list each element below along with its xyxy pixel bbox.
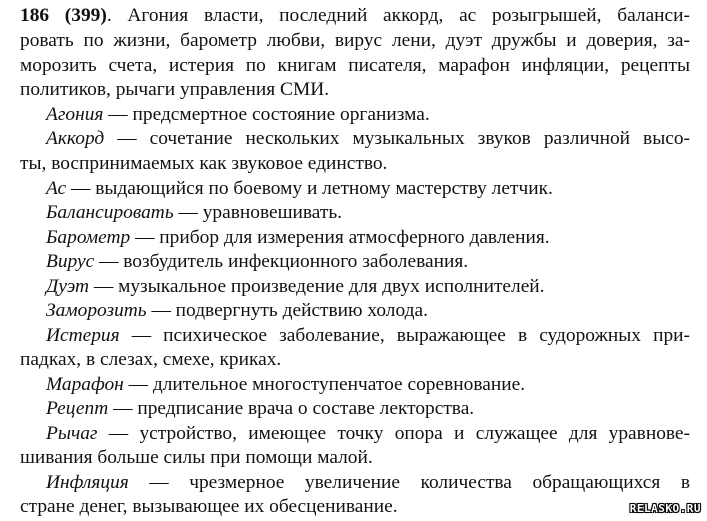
definition-ace bbox=[46, 177, 690, 202]
definition-text: — прибор для измерения атмосферного давления. bbox=[130, 227, 550, 248]
exercise-number: 186 (399) bbox=[20, 5, 107, 26]
definition-term: Марафон bbox=[46, 374, 124, 395]
definition-term: Балансировать bbox=[46, 202, 174, 223]
definition-term: Ас bbox=[46, 178, 67, 199]
definition-barometer bbox=[46, 226, 690, 251]
definition-term: Рычаг bbox=[46, 423, 98, 444]
definition-lever-continued: шивания больше силы при помощи малой. bbox=[20, 447, 373, 468]
definition-text: — предписание врача о составе лекторства. bbox=[108, 398, 475, 419]
intro-line-2: ровать по жизни, барометр любви, вирус лени, дуэт дружбы и доверия, за- bbox=[20, 30, 690, 51]
intro-line-3: морозить счета, истерия по книгам писателя, марафон инфляции, рецепты bbox=[20, 55, 690, 76]
definition-text: — сочетание нескольких музыкальных звуков различной высо- bbox=[104, 128, 690, 149]
definition-text: — подвергнуть действию холода. bbox=[146, 300, 428, 321]
definition-hysteria-continued: падках, в слезах, смехе, криках. bbox=[20, 349, 282, 370]
definition-text: — устройство, имеющее точку опора и служащее для уравнове- bbox=[97, 423, 690, 444]
definition-text: — предсмертное состояние организма. bbox=[103, 104, 430, 125]
definition-text: — психическое заболевание, выражающее в судорожных при- bbox=[119, 325, 690, 346]
definition-term: Заморозить bbox=[46, 300, 147, 321]
intro-line-4: политиков, рычаги управления СМИ. bbox=[20, 79, 330, 100]
definition-chord bbox=[46, 127, 690, 152]
definition-term: Инфляция bbox=[46, 472, 129, 493]
definition-duet bbox=[46, 275, 690, 300]
definition-text: — возбудитель инфекционного заболевания. bbox=[94, 251, 469, 272]
definition-lever bbox=[46, 422, 690, 447]
definition-term: Истерия bbox=[46, 325, 120, 346]
definition-term: Барометр bbox=[46, 227, 131, 248]
definition-term: Рецепт bbox=[46, 398, 109, 419]
intro-line-1 bbox=[20, 4, 690, 29]
definition-marathon bbox=[46, 373, 690, 398]
definition-inflation-continued: стране денег, вызывающее их обесценивание. bbox=[20, 496, 398, 517]
definition-term: Агония bbox=[46, 104, 104, 125]
definition-term: Аккорд bbox=[46, 128, 105, 149]
definition-recipe bbox=[46, 397, 690, 422]
definition-hysteria bbox=[46, 324, 690, 349]
definition-agony bbox=[46, 103, 690, 128]
definition-freeze bbox=[46, 299, 690, 324]
definition-chord-continued: ты, воспринимаемых как звуковое единство. bbox=[20, 153, 388, 174]
definition-balance bbox=[46, 201, 690, 226]
definition-text: — уравновешивать. bbox=[173, 202, 343, 223]
site-watermark: RELASKO.RU bbox=[629, 502, 701, 515]
definition-term: Дуэт bbox=[46, 276, 89, 297]
definition-term: Вирус bbox=[46, 251, 95, 272]
definition-text: — длительное многоступенчатое соревнование. bbox=[123, 374, 526, 395]
intro-text-1: . Агония власти, последний аккорд, ас розыгрышей, баланси- bbox=[106, 5, 690, 26]
definition-inflation bbox=[46, 471, 690, 496]
definition-text: — музыкальное произведение для двух исполнителей. bbox=[89, 276, 545, 297]
definition-text: — чрезмерное увеличение количества обращающихся в bbox=[128, 472, 690, 493]
definition-virus bbox=[46, 250, 690, 275]
definition-text: — выдающийся по боевому и летному мастерству летчик. bbox=[66, 178, 553, 199]
